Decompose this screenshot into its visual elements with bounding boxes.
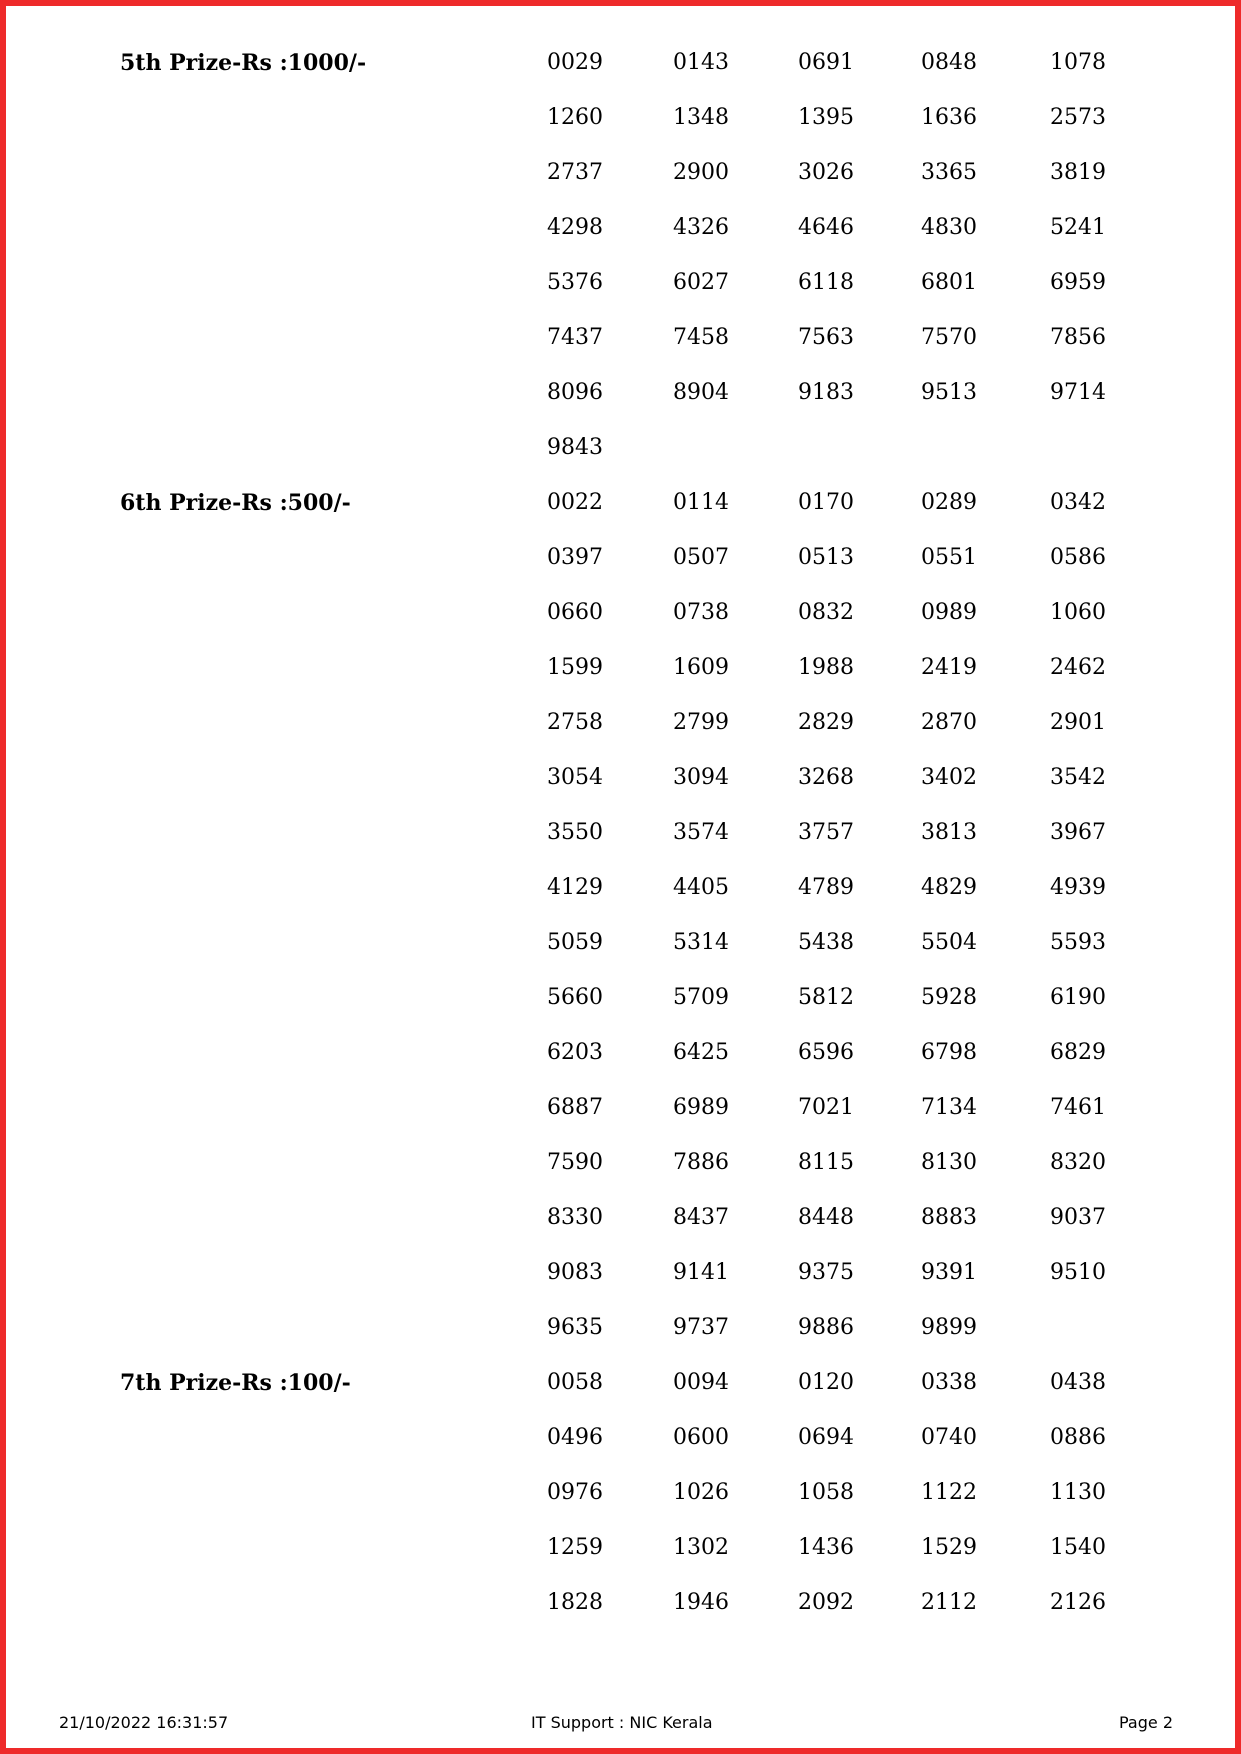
winning-number: 0342 <box>1050 490 1106 515</box>
winning-number: 9714 <box>1050 380 1106 405</box>
winning-number: 9737 <box>673 1315 729 1340</box>
winning-number: 9375 <box>798 1260 854 1285</box>
winning-number: 1540 <box>1050 1535 1106 1560</box>
winning-number: 5593 <box>1050 930 1106 955</box>
winning-number: 4326 <box>673 215 729 240</box>
winning-number: 0989 <box>921 600 977 625</box>
winning-number: 6989 <box>673 1095 729 1120</box>
winning-number: 3542 <box>1050 765 1106 790</box>
winning-number: 0029 <box>547 50 603 75</box>
winning-number: 2573 <box>1050 105 1106 130</box>
winning-number: 1609 <box>673 655 729 680</box>
winning-number: 8437 <box>673 1205 729 1230</box>
winning-number: 2092 <box>798 1590 854 1615</box>
winning-number: 1026 <box>673 1480 729 1505</box>
winning-number: 1259 <box>547 1535 603 1560</box>
winning-number: 0338 <box>921 1370 977 1395</box>
winning-number: 0691 <box>798 50 854 75</box>
winning-number: 3819 <box>1050 160 1106 185</box>
winning-number: 9513 <box>921 380 977 405</box>
winning-number: 5928 <box>921 985 977 1010</box>
winning-number: 6425 <box>673 1040 729 1065</box>
winning-number: 2870 <box>921 710 977 735</box>
winning-number: 6887 <box>547 1095 603 1120</box>
winning-number: 3967 <box>1050 820 1106 845</box>
winning-number: 7856 <box>1050 325 1106 350</box>
winning-number: 2462 <box>1050 655 1106 680</box>
winning-number: 0058 <box>547 1370 603 1395</box>
winning-number: 9391 <box>921 1260 977 1285</box>
winning-number: 0114 <box>673 490 729 515</box>
winning-number: 0438 <box>1050 1370 1106 1395</box>
winning-number: 2112 <box>921 1590 977 1615</box>
winning-number: 0289 <box>921 490 977 515</box>
footer-timestamp: 21/10/2022 16:31:57 <box>59 1713 229 1732</box>
winning-number: 0600 <box>673 1425 729 1450</box>
winning-number: 4646 <box>798 215 854 240</box>
winning-number: 0022 <box>547 490 603 515</box>
winning-number: 0976 <box>547 1480 603 1505</box>
winning-number: 5660 <box>547 985 603 1010</box>
winning-number: 1260 <box>547 105 603 130</box>
winning-number: 6203 <box>547 1040 603 1065</box>
winning-number: 1436 <box>798 1535 854 1560</box>
winning-number: 5812 <box>798 985 854 1010</box>
winning-number: 4298 <box>547 215 603 240</box>
winning-number: 1348 <box>673 105 729 130</box>
winning-number: 2799 <box>673 710 729 735</box>
winning-number: 3550 <box>547 820 603 845</box>
winning-number: 1078 <box>1050 50 1106 75</box>
winning-number: 4829 <box>921 875 977 900</box>
winning-number: 5059 <box>547 930 603 955</box>
winning-number: 2126 <box>1050 1590 1106 1615</box>
winning-number: 0586 <box>1050 545 1106 570</box>
winning-number: 1130 <box>1050 1480 1106 1505</box>
winning-number: 9083 <box>547 1260 603 1285</box>
winning-number: 0397 <box>547 545 603 570</box>
winning-number: 2900 <box>673 160 729 185</box>
winning-number: 9037 <box>1050 1205 1106 1230</box>
winning-number: 6596 <box>798 1040 854 1065</box>
winning-number: 8130 <box>921 1150 977 1175</box>
winning-number: 4405 <box>673 875 729 900</box>
winning-number: 5376 <box>547 270 603 295</box>
winning-number: 0170 <box>798 490 854 515</box>
winning-number: 9183 <box>798 380 854 405</box>
winning-number: 7461 <box>1050 1095 1106 1120</box>
winning-number: 3365 <box>921 160 977 185</box>
winning-number: 1302 <box>673 1535 729 1560</box>
winning-number: 0832 <box>798 600 854 625</box>
winning-number: 9843 <box>547 435 603 460</box>
winning-number: 8320 <box>1050 1150 1106 1175</box>
prize-label: 7th Prize-Rs :100/- <box>120 1370 351 1396</box>
winning-number: 9510 <box>1050 1260 1106 1285</box>
winning-number: 6801 <box>921 270 977 295</box>
winning-number: 4129 <box>547 875 603 900</box>
winning-number: 4789 <box>798 875 854 900</box>
winning-number: 1060 <box>1050 600 1106 625</box>
winning-number: 9886 <box>798 1315 854 1340</box>
winning-number: 6118 <box>798 270 854 295</box>
winning-number: 9141 <box>673 1260 729 1285</box>
winning-number: 5438 <box>798 930 854 955</box>
winning-number: 3268 <box>798 765 854 790</box>
winning-number: 0094 <box>673 1370 729 1395</box>
winning-number: 7563 <box>798 325 854 350</box>
winning-number: 6829 <box>1050 1040 1106 1065</box>
winning-number: 1636 <box>921 105 977 130</box>
winning-number: 7570 <box>921 325 977 350</box>
winning-number: 7458 <box>673 325 729 350</box>
winning-number: 0660 <box>547 600 603 625</box>
winning-number: 3054 <box>547 765 603 790</box>
winning-number: 2737 <box>547 160 603 185</box>
winning-number: 0513 <box>798 545 854 570</box>
winning-number: 7590 <box>547 1150 603 1175</box>
winning-number: 3094 <box>673 765 729 790</box>
winning-number: 0886 <box>1050 1425 1106 1450</box>
winning-number: 7021 <box>798 1095 854 1120</box>
winning-number: 0738 <box>673 600 729 625</box>
winning-number: 5241 <box>1050 215 1106 240</box>
winning-number: 9899 <box>921 1315 977 1340</box>
winning-number: 2419 <box>921 655 977 680</box>
winning-number: 1122 <box>921 1480 977 1505</box>
winning-number: 5709 <box>673 985 729 1010</box>
winning-number: 2901 <box>1050 710 1106 735</box>
winning-number: 1395 <box>798 105 854 130</box>
winning-number: 1946 <box>673 1590 729 1615</box>
winning-number: 0507 <box>673 545 729 570</box>
winning-number: 1599 <box>547 655 603 680</box>
winning-number: 8115 <box>798 1150 854 1175</box>
winning-number: 3026 <box>798 160 854 185</box>
winning-number: 7886 <box>673 1150 729 1175</box>
winning-number: 4939 <box>1050 875 1106 900</box>
winning-number: 3402 <box>921 765 977 790</box>
winning-number: 8904 <box>673 380 729 405</box>
winning-number: 0120 <box>798 1370 854 1395</box>
winning-number: 6027 <box>673 270 729 295</box>
winning-number: 3574 <box>673 820 729 845</box>
prize-label: 6th Prize-Rs :500/- <box>120 490 351 516</box>
winning-number: 0551 <box>921 545 977 570</box>
winning-number: 1828 <box>547 1590 603 1615</box>
prize-label: 5th Prize-Rs :1000/- <box>120 50 367 76</box>
winning-number: 1058 <box>798 1480 854 1505</box>
winning-number: 6959 <box>1050 270 1106 295</box>
winning-number: 1988 <box>798 655 854 680</box>
footer-page-number: Page 2 <box>1119 1713 1173 1732</box>
winning-number: 9635 <box>547 1315 603 1340</box>
winning-number: 6190 <box>1050 985 1106 1010</box>
winning-number: 8330 <box>547 1205 603 1230</box>
winning-number: 1529 <box>921 1535 977 1560</box>
winning-number: 7134 <box>921 1095 977 1120</box>
winning-number: 8883 <box>921 1205 977 1230</box>
winning-number: 8448 <box>798 1205 854 1230</box>
winning-number: 3813 <box>921 820 977 845</box>
footer-support: IT Support : NIC Kerala <box>531 1713 713 1732</box>
winning-number: 5314 <box>673 930 729 955</box>
winning-number: 0496 <box>547 1425 603 1450</box>
winning-number: 7437 <box>547 325 603 350</box>
winning-number: 4830 <box>921 215 977 240</box>
winning-number: 2829 <box>798 710 854 735</box>
winning-number: 3757 <box>798 820 854 845</box>
winning-number: 0694 <box>798 1425 854 1450</box>
winning-number: 5504 <box>921 930 977 955</box>
winning-number: 0848 <box>921 50 977 75</box>
winning-number: 0740 <box>921 1425 977 1450</box>
winning-number: 0143 <box>673 50 729 75</box>
winning-number: 6798 <box>921 1040 977 1065</box>
winning-number: 2758 <box>547 710 603 735</box>
winning-number: 8096 <box>547 380 603 405</box>
